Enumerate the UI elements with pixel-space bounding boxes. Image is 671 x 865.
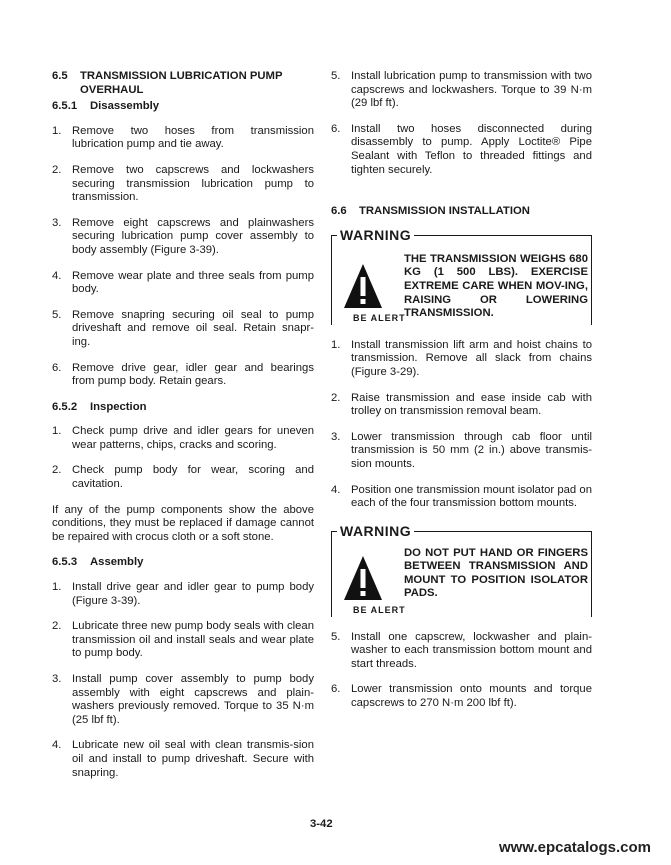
subsection-heading-6-5-2: 6.5.2 Inspection xyxy=(52,400,147,413)
be-alert-label: BE ALERT xyxy=(353,604,406,615)
warning-text: DO NOT PUT HAND OR FINGERS BETWEEN TRANSMISSION AND MOUNT TO POSITION ISOLATOR PADS. xyxy=(404,546,588,600)
list-item: 2. Check pump body for wear, scoring and cavitation. xyxy=(52,464,314,491)
installation-steps-a xyxy=(331,339,592,511)
section-heading-6-5: 6.5 TRANSMISSION LUBRICATION PUMP OVERHAUL xyxy=(52,70,283,96)
list-item: 4. Position one transmission mount isolator pad on each of the four transmission bottom mounts. xyxy=(331,483,592,510)
inspection-paragraph: If any of the pump components show the above conditions, they must be replaced if damage cannot be repaired with crocus cloth or a soft stone. xyxy=(52,503,314,543)
left-column xyxy=(52,70,314,792)
warning-triangle-icon xyxy=(343,555,383,601)
warning-triangle-icon xyxy=(343,263,383,309)
subsection-heading-6-5-3: 6.5.3 Assembly xyxy=(52,556,144,569)
list-item: 1. Install transmission lift arm and hoist chains to transmission. Remove all slack from chains (Figure 3-29). xyxy=(331,338,592,378)
inspection-steps xyxy=(52,425,314,491)
list-item: 1. Install drive gear and idler gear to pump body (Figure 3-39). xyxy=(52,581,314,607)
list-item: 1. Check pump drive and idler gears for uneven wear patterns, chips, cracks and scoring. xyxy=(52,425,314,451)
list-item: 4. Remove wear plate and three seals from pump body. xyxy=(52,269,314,296)
list-item: 6. Install two hoses disconnected during disassembly to pump. Apply Loctite® Pipe Sealant with Teflon to threaded fittings and tighten securely. xyxy=(331,122,592,176)
assembly-steps xyxy=(52,581,314,780)
warning-box-weight xyxy=(331,227,592,325)
section-heading-6-6: 6.6 TRANSMISSION INSTALLATION xyxy=(331,205,530,218)
warning-label: WARNING xyxy=(337,227,414,243)
list-item: 3. Lower transmission through cab floor until transmission is 50 mm (2 in.) above transmis-sion mounts. xyxy=(331,430,592,470)
list-item: 3. Remove eight capscrews and plainwashers securing lubrication pump cover assembly to body assembly (Figure 3-39). xyxy=(52,216,314,256)
list-item: 3. Install pump cover assembly to pump body assembly with eight capscrews and plain-washers previously removed. Torque to 35 N·m (25 lbf ft). xyxy=(52,673,314,726)
section-title-line2: OVERHAUL xyxy=(80,83,144,96)
list-item: 2. Raise transmission and ease inside cab with trolley on transmission removal beam. xyxy=(331,391,592,418)
list-item: 5. Install one capscrew, lockwasher and plain-washer to each transmission bottom mount and start threads. xyxy=(331,630,592,670)
warning-box-hands xyxy=(331,523,592,617)
list-item: 6. Lower transmission onto mounts and torque capscrews to 270 N·m 200 lbf ft). xyxy=(331,683,592,710)
assembly-steps-continued xyxy=(331,70,592,177)
list-item: 6. Remove drive gear, idler gear and bearings from pump body. Retain gears. xyxy=(52,361,314,388)
disassembly-steps xyxy=(52,125,314,389)
list-item: 2. Remove two capscrews and lockwashers securing transmission lubrication pump to transmission. xyxy=(52,163,314,204)
list-item: 5. Install lubrication pump to transmission with two capscrews and lockwashers. Torque to 39 N·m (29 lbf ft). xyxy=(331,70,592,110)
list-item: 5. Remove snapring securing oil seal to pump driveshaft and remove oil seal. Retain snapr-ing. xyxy=(52,308,314,348)
footer-watermark-url: www.epcatalogs.com xyxy=(499,839,651,856)
list-item: 4. Lubricate new oil seal with clean transmis-sion oil and install to pump driveshaft. Secure with snapring. xyxy=(52,739,314,779)
be-alert-label: BE ALERT xyxy=(353,312,406,323)
warning-label: WARNING xyxy=(337,523,414,539)
warning-text: THE TRANSMISSION WEIGHS 680 KG (1 500 LBS). EXERCISE EXTREME CARE WHEN MOV-ING, RAISING OR LOWERING TRANSMISSION. xyxy=(404,252,588,320)
list-item: 2. Lubricate three new pump body seals with clean transmission oil and install seals and wear plate to pump body. xyxy=(52,620,314,660)
installation-steps-b xyxy=(331,631,592,711)
subsection-heading-6-5-1: 6.5.1 Disassembly xyxy=(52,100,160,113)
section-title-line1: TRANSMISSION LUBRICATION PUMP xyxy=(80,70,283,82)
list-item: 1. Remove two hoses from transmission lubrication pump and tie away. xyxy=(52,124,314,151)
page-number: 3-42 xyxy=(310,818,333,830)
right-column xyxy=(331,70,592,723)
